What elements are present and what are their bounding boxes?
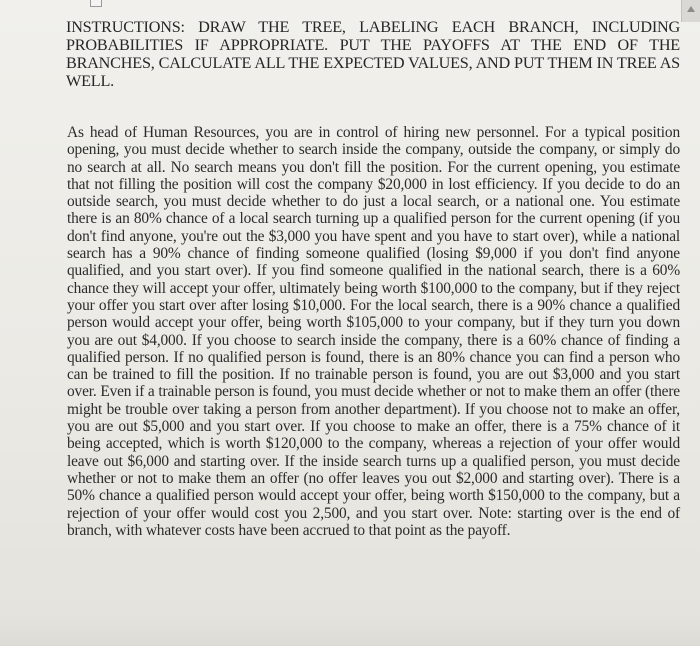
- scroll-up-arrow-icon[interactable]: [687, 6, 695, 12]
- bottom-shadow: [0, 616, 700, 646]
- scrollbar[interactable]: [681, 0, 700, 22]
- instructions-text: INSTRUCTIONS: DRAW THE TREE, LABELING EACH BRANCH, INCLUDING PROBABILITIES IF APPROPRIATE. PUT THE PAYOFFS AT THE END OF THE BRANCHES, CALCULATE ALL THE EXPECTED VALUES, AND PUT THEM IN TREE AS WELL.: [66, 18, 680, 90]
- problem-text: As head of Human Resources, you are in control of hiring new personnel. For a typical position opening, you must decide whether to search inside the company, outside the company, or simply do no search at all. No search means you don't fill the position. For the current opening, you estimate that not filling the position will cost the company $20,000 in lost efficiency. If you decide to do an outside search, you must decide whether to do just a local search, or a national one. You estimate there is an 80% chance of a local search turning up a qualified person for the current opening (if you don't find anyone, you're out the $3,000 you have spent and you have to start over), while a national search has a 90% chance of finding someone qualified (losing $9,000 if you don't find anyone qualified, and you start over). If you find someone qualified in the national search, there is a 60% chance they will accept your offer, ultimately being worth $100,000 to the company, but if they reject your offer you start over after losing $10,000. For the local search, there is a 90% chance a qualified person would accept your offer, being worth $105,000 to your company, but if they turn you down you are out $4,000. If you choose to search inside the company, there is a 60% chance of finding a qualified person. If no qualified person is found, there is an 80% chance you can find a person who can be trained to fill the position. If no trainable person is found, you are out $3,000 and you start over. Even if a trainable person is found, you must decide whether or not to make them an offer (there might be trouble over taking a person from another department). If you choose not to make an offer, you are out $5,000 and you start over. If you choose to make an offer, there is a 75% chance of it being accepted, which is worth $120,000 to the company, whereas a rejection of your offer would leave out $6,000 and starting over. If the inside search turns up a qualified person, you must decide whether or not to make them an offer (no offer leaves you out $2,000 and starting over). There is a 50% chance a qualified person would accept your offer, being worth $150,000 to the company, but a rejection of your offer would cost you 2,500, and you start over. Note: starting over is the end of branch, with whatever costs have been accrued to that point as the payoff.: [67, 124, 680, 539]
- corner-tab-icon: [90, 0, 102, 7]
